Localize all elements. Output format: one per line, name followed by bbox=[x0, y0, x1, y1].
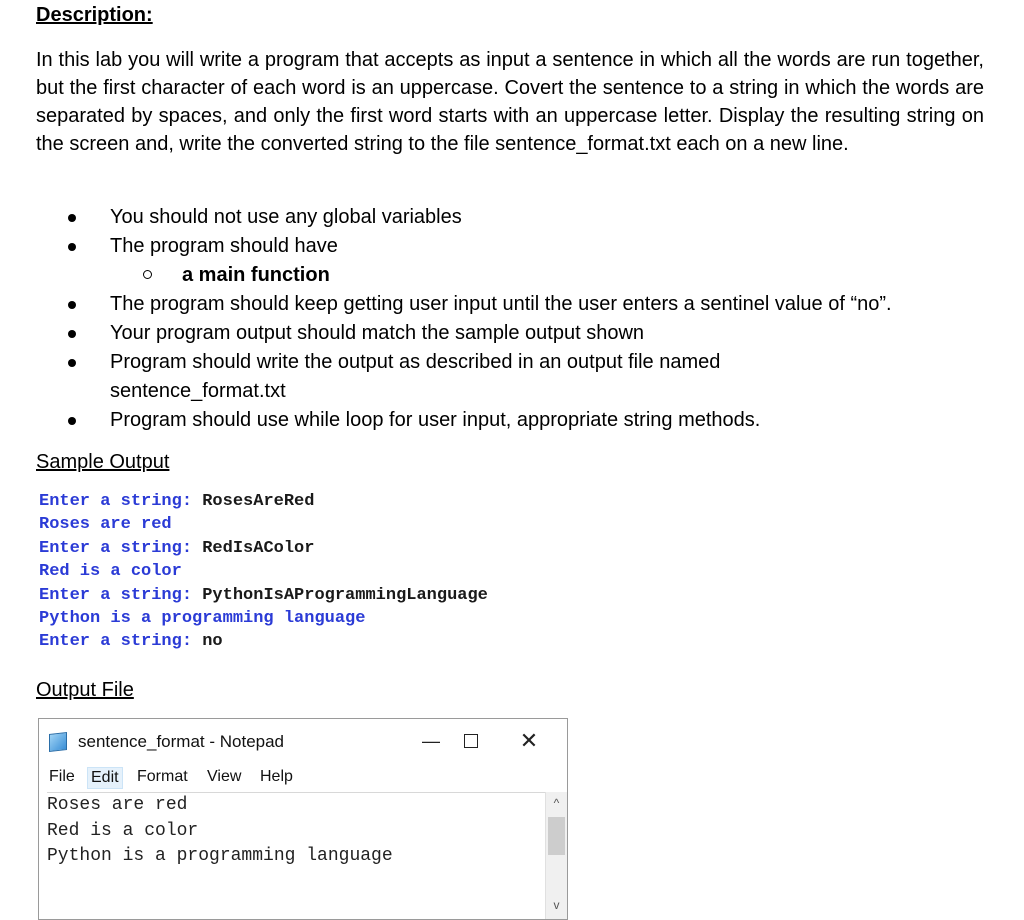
vertical-scrollbar[interactable] bbox=[545, 792, 567, 919]
file-line: Python is a programming language bbox=[47, 846, 393, 866]
sample-console bbox=[39, 490, 488, 654]
list-item: The program should keep getting user input until the user enters a sentinel value of “no”. bbox=[36, 290, 984, 319]
circle-bullet-icon bbox=[143, 270, 152, 279]
description-intro: In this lab you will write a program that accepts as input a sentence in which all the words are run together, but the first character of each word is an uppercase. Covert the sentence to a string in which the words are separated by spaces, and only the first word starts with an uppercase letter. Display the resulting string on the screen and, write the converted string to the file sentence_format.txt each on a new line. bbox=[36, 49, 984, 155]
menu-edit[interactable]: Edit bbox=[87, 767, 123, 789]
bullet-icon bbox=[68, 330, 76, 338]
notepad-menu-bar bbox=[39, 763, 567, 791]
sub-list-item: a main function bbox=[36, 261, 984, 290]
notepad-window bbox=[38, 718, 568, 920]
menu-format[interactable]: Format bbox=[137, 768, 188, 785]
scroll-thumb[interactable] bbox=[548, 817, 565, 855]
bullet-icon bbox=[68, 417, 76, 425]
maximize-icon bbox=[464, 734, 478, 748]
requirements-list bbox=[36, 203, 984, 435]
console-input-line: Enter a string: RedIsAColor bbox=[39, 538, 315, 558]
list-item: Program should write the output as described in an output file named sentence_format.txt bbox=[36, 348, 810, 406]
bullet-icon bbox=[68, 214, 76, 222]
list-item: You should not use any global variables bbox=[36, 203, 984, 232]
console-output-line: Red is a color bbox=[39, 562, 182, 582]
menu-help[interactable]: Help bbox=[260, 768, 293, 785]
file-line: Roses are red bbox=[47, 795, 188, 815]
console-input-line: Enter a string: RosesAreRed bbox=[39, 492, 315, 511]
close-button[interactable]: ✕ bbox=[519, 728, 539, 753]
file-line: Red is a color bbox=[47, 820, 199, 841]
scroll-down-icon[interactable]: v bbox=[553, 898, 560, 912]
list-item: Program should use while loop for user input, appropriate string methods. bbox=[36, 406, 984, 435]
console-input-line: Enter a string: no bbox=[39, 632, 223, 652]
console-output-line: Roses are red bbox=[39, 515, 172, 535]
bullet-icon bbox=[68, 359, 76, 367]
window-title: sentence_format - Notepad bbox=[78, 732, 285, 751]
console-input-line: Enter a string: PythonIsAProgrammingLanguage bbox=[39, 585, 488, 605]
notepad-icon bbox=[49, 732, 67, 752]
console-output-line: Python is a programming language bbox=[39, 609, 366, 629]
output-file-title: Output File bbox=[36, 679, 134, 701]
minimize-button[interactable]: — bbox=[422, 731, 440, 751]
bullet-icon bbox=[68, 301, 76, 309]
maximize-button[interactable] bbox=[451, 727, 491, 755]
menu-file[interactable]: File bbox=[49, 768, 75, 785]
list-item: Your program output should match the sample output shown bbox=[36, 319, 984, 348]
bullet-icon bbox=[68, 243, 76, 251]
sample-output-title: Sample Output bbox=[36, 451, 170, 473]
menu-view[interactable]: View bbox=[207, 768, 242, 785]
notepad-text-area[interactable] bbox=[47, 792, 547, 920]
description-heading: Description: bbox=[36, 4, 153, 26]
scroll-up-icon[interactable]: ^ bbox=[553, 796, 560, 810]
notepad-title-bar[interactable] bbox=[39, 719, 567, 763]
list-item: The program should have bbox=[36, 232, 984, 261]
